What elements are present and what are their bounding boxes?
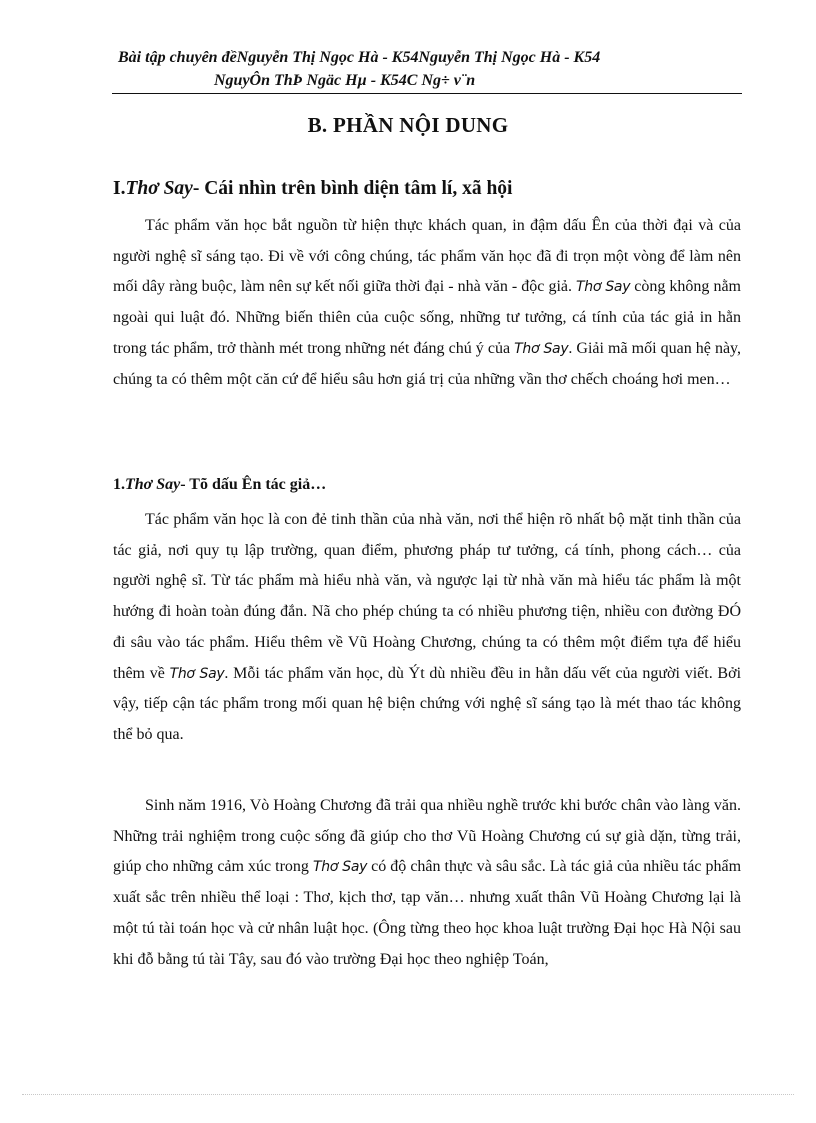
work-title-inline: Thơ Say <box>169 665 225 682</box>
page-title: B. PHẦN NỘI DUNG <box>307 113 509 137</box>
subsection-heading <box>113 476 326 494</box>
work-title-inline: Thơ Say <box>312 859 368 876</box>
header-line-1: Bài tập chuyên đềNguyễn Thị Ngọc Hà - K54Nguyễn Thị Ngọc Hà - K54 <box>118 49 601 66</box>
work-title-inline: Thơ Say <box>576 279 631 296</box>
subsection-number: 1. <box>113 476 125 493</box>
running-header <box>112 46 742 92</box>
paragraph-1 <box>113 211 741 395</box>
section-heading <box>113 178 753 200</box>
paragraph-3-part-2: có độ chân thực và sâu sắc. Là tác giả của nhiều tác phẩm xuất sắc trên nhiều thể loại : Thơ, kịch thơ, tạp văn… nhưng xuất thân Vũ Hoàng Chương lại là một tú tài toán học và cử nhân luật học. (Ông từng theo học khoa luật trường Đại học Hà Nội sau khi đỗ bằng tú tài Tây, sau đó vào trường Đại học theo nghiệp Toán, <box>113 858 742 968</box>
header-divider <box>112 93 742 94</box>
paragraph-1-part-2: còng không nằm ngoài qui luật đó. Những biến thiên của cuộc sống, những tư tưởng, cá tính của tác giả in hằn trong tác phẩm, trở thành mét trong những nét đáng chú ý của <box>113 278 742 357</box>
body-block-1 <box>113 211 741 395</box>
paragraph-1-part-3: . Giải mã mối quan hệ này, chúng ta có thêm một căn cứ để hiểu sâu hơn giá trị của những vần thơ chếch choáng hơi men… <box>113 339 742 388</box>
section-number: I. <box>113 178 126 199</box>
paragraph-1-part-1: Tác phẩm văn học bắt nguồn từ hiện thực khách quan, in đậm dấu Ên của thời đại và của người nghệ sĩ sáng tạo. Đi về với công chúng, tác phẩm văn học đã đi trọn một vòng để làm nên mối dây ràng buộc, làm nên sự kết nối giữa thời đại - nhà văn - độc giả. <box>113 217 741 296</box>
subsection-heading-rest: - Tõ dấu Ên tác giả… <box>180 476 327 493</box>
paragraph-3-part-1: Sinh năm 1916, Vò Hoàng Chương đã trải qua nhiều nghề trước khi bước chân vào làng văn. Những trải nghiệm trong cuộc sống đã giúp cho thơ Vũ Hoàng Chương cú sự già dặn, từng trải, giúp cho những cảm xúc trong <box>113 797 741 876</box>
body-block-2 <box>113 505 741 751</box>
paragraph-2-part-2: . Mỗi tác phẩm văn học, dù Ýt dù nhiều đều in hằn dấu vết của người viết. Bởi vậy, tiếp cận tác phẩm trong mối quan hệ biện chứng với nghệ sĩ sáng tạo là mét thao tác không thể bỏ qua. <box>113 664 742 743</box>
paragraph-3 <box>113 791 741 975</box>
paragraph-2 <box>113 505 741 751</box>
section-work-title: Thơ Say <box>125 178 193 199</box>
section-heading-rest: - Cái nhìn trên bình diện tâm lí, xã hội <box>192 178 513 199</box>
body-block-3 <box>113 791 741 975</box>
paragraph-2-part-1: Tác phẩm văn học là con đẻ tinh thần của nhà văn, nơi thể hiện rõ nhất bộ mặt tinh thần của tác giả, nơi quy tụ lập trường, quan điểm, phương pháp tư tưởng, cá tính, phong cách… của người nghệ sĩ. Từ tác phẩm mà hiểu nhà văn, và ngược lại từ nhà văn mà hiểu tác phẩm là một hướng đi hoàn toàn đúng đắn. Nã cho phép chúng ta có nhiều phương tiện, nhiều con đường ĐÓ đi sâu vào tác phẩm. Hiểu thêm về Vũ Hoàng Chương, chúng ta có thêm một điểm tựa để hiểu thêm về <box>113 511 741 682</box>
work-title-inline: Thơ Say <box>514 340 569 357</box>
header-line-2: NguyÔn ThÞ Ngäc Hµ - K54C Ng÷ v¨n <box>214 72 476 89</box>
subsection-work-title: Thơ Say <box>125 476 181 493</box>
page-bottom-divider <box>22 1094 794 1095</box>
